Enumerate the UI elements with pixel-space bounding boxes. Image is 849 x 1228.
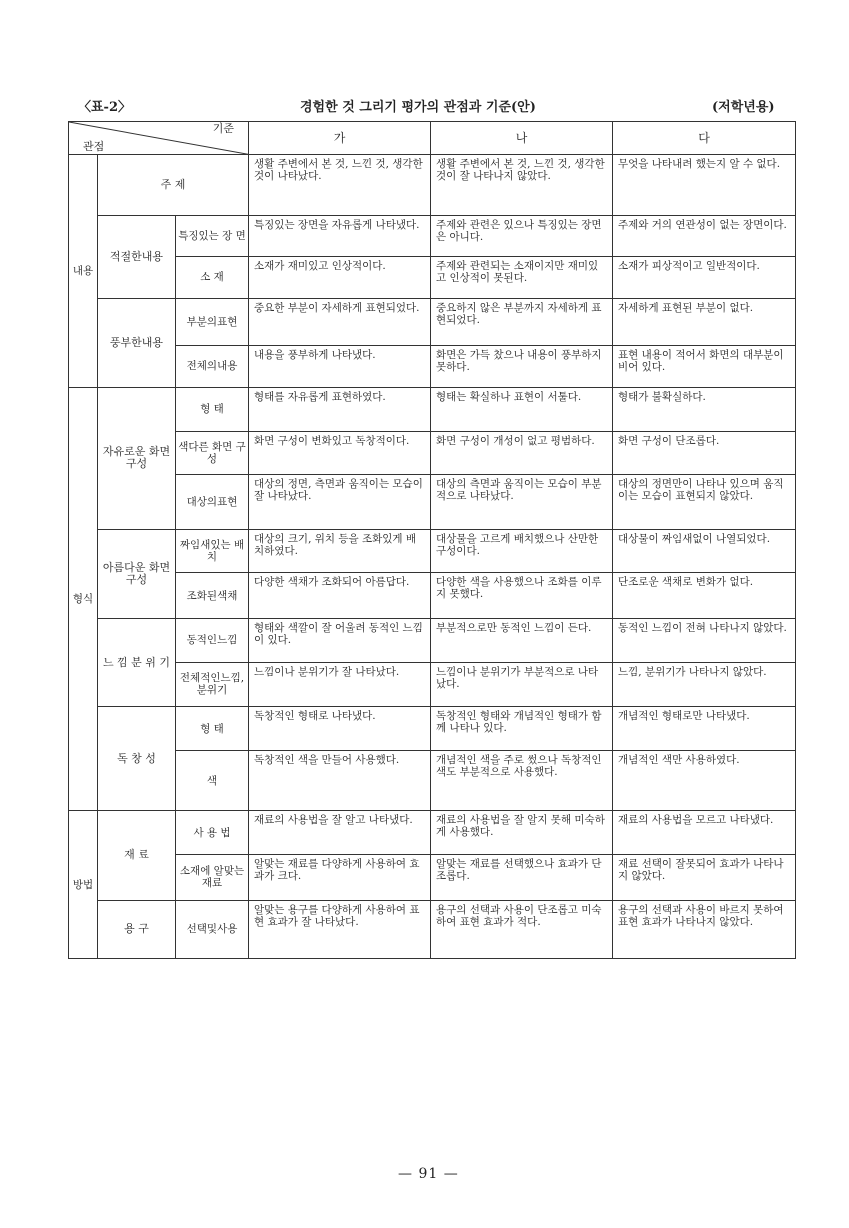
criteria-cell: 대상의 측면과 움직이는 모습이 부분적으로 나타났다. [431, 475, 613, 529]
table-row [69, 707, 796, 751]
criteria-cell: 개념적인 형태로만 나타냈다. [613, 707, 796, 751]
sub-criterion-label: 색 [176, 750, 249, 810]
table-row [69, 215, 796, 257]
criteria-cell: 재료 선택이 잘못되어 효과가 나타나지 않았다. [613, 854, 796, 900]
criteria-cell: 개념적인 색만 사용하였다. [613, 750, 796, 810]
sub-criterion-label: 전체적인느낌, 분위기 [176, 662, 249, 707]
criteria-cell: 느낌, 분위기가 나타나지 않았다. [613, 662, 796, 707]
group-label-form: 형식 [69, 388, 98, 811]
table-row [69, 529, 796, 573]
sub-criterion-label: 특징있는 장 면 [176, 215, 249, 257]
criteria-cell: 형태는 확실하나 표현이 서툴다. [431, 388, 613, 432]
sub-criterion-label: 소재에 알맞는 재료 [176, 854, 249, 900]
subgroup-label-free-composition: 자유로운 화면구성 [98, 388, 176, 529]
table-row [69, 900, 796, 958]
criteria-cell: 생활 주변에서 본 것, 느낀 것, 생각한 것이 나타났다. [249, 155, 431, 215]
criteria-cell: 자세하게 표현된 부분이 없다. [613, 298, 796, 345]
criteria-cell: 개념적인 색을 주로 썼으나 독창적인 색도 부분적으로 사용했다. [431, 750, 613, 810]
criteria-cell: 대상의 정면, 측면과 움직이는 모습이 잘 나타났다. [249, 475, 431, 529]
subgroup-label-beautiful-composition: 아름다운 화면구성 [98, 529, 176, 618]
table-row [69, 618, 796, 662]
table-row [69, 257, 796, 299]
sub-criterion-label: 형 태 [176, 707, 249, 751]
sub-criterion-label: 대상의표현 [176, 475, 249, 529]
sub-criterion-label: 짜임새있는 배 치 [176, 529, 249, 573]
criteria-cell: 소재가 피상적이고 일반적이다. [613, 257, 796, 299]
table-header-row [69, 122, 796, 155]
table-number: 〈표-2〉 [78, 100, 131, 115]
sub-criterion-label: 조화된색채 [176, 573, 249, 619]
subgroup-label-appropriate: 적절한내용 [98, 215, 176, 298]
sub-criterion-label: 형 태 [176, 388, 249, 432]
page-title: 경험한 것 그리기 평가의 관점과 기준(안) [300, 100, 536, 115]
sub-criterion-label: 소 재 [176, 257, 249, 299]
subgroup-label-theme: 주 제 [98, 155, 249, 215]
criteria-cell: 형태를 자유롭게 표현하였다. [249, 388, 431, 432]
criteria-cell: 무엇을 나타내려 했는지 알 수 없다. [613, 155, 796, 215]
table-row [69, 475, 796, 529]
table-row [69, 298, 796, 345]
criteria-cell: 용구의 선택과 사용이 바르지 못하여 표현 효과가 나타나지 않았다. [613, 900, 796, 958]
criteria-cell: 생활 주변에서 본 것, 느낀 것, 생각한 것이 잘 나타나지 않았다. [431, 155, 613, 215]
table-row [69, 662, 796, 707]
criteria-cell: 주제와 관련되는 소재이지만 재미있고 인상적이 못된다. [431, 257, 613, 299]
criteria-cell: 대상의 크기, 위치 등을 조화있게 배치하였다. [249, 529, 431, 573]
subgroup-label-material: 재 료 [98, 811, 176, 900]
subgroup-label-tool: 용 구 [98, 900, 176, 958]
criteria-cell: 중요한 부분이 자세하게 표현되었다. [249, 298, 431, 345]
criteria-cell: 단조로운 색채로 변화가 없다. [613, 573, 796, 619]
criteria-cell: 표현 내용이 적어서 화면의 대부분이 비어 있다. [613, 345, 796, 388]
sub-criterion-label: 전체의내용 [176, 345, 249, 388]
sub-criterion-label: 색다른 화면 구성 [176, 431, 249, 475]
criteria-cell: 소재가 재미있고 인상적이다. [249, 257, 431, 299]
criteria-cell: 주제와 관련은 있으나 특징있는 장면은 아니다. [431, 215, 613, 257]
column-header-c: 다 [613, 122, 796, 155]
criteria-cell: 동적인 느낌이 전혀 나타나지 않았다. [613, 618, 796, 662]
criteria-cell: 독창적인 형태로 나타냈다. [249, 707, 431, 751]
criteria-cell: 알맞는 재료를 다양하게 사용하여 효과가 크다. [249, 854, 431, 900]
criteria-cell: 형태와 색깔이 잘 어울려 동적인 느낌이 있다. [249, 618, 431, 662]
sub-criterion-label: 사 용 법 [176, 811, 249, 855]
criteria-cell: 화면 구성이 단조롭다. [613, 431, 796, 475]
criteria-cell: 대상물이 짜임새없이 나열되었다. [613, 529, 796, 573]
grade-level-label: (저학년용) [712, 100, 775, 115]
criteria-cell: 재료의 사용법을 모르고 나타냈다. [613, 811, 796, 855]
criteria-cell: 다양한 색을 사용했으나 조화를 이루지 못했다. [431, 573, 613, 619]
criteria-cell: 화면 구성이 변화있고 독창적이다. [249, 431, 431, 475]
header-corner-cell [69, 122, 249, 155]
criteria-cell: 화면은 가득 찼으나 내용이 풍부하지 못하다. [431, 345, 613, 388]
subgroup-label-creativity: 독 창 성 [98, 707, 176, 811]
table-row [69, 750, 796, 810]
table-row [69, 431, 796, 475]
criteria-cell: 중요하지 않은 부분까지 자세하게 표현되었다. [431, 298, 613, 345]
criteria-cell: 내용을 풍부하게 나타냈다. [249, 345, 431, 388]
criteria-cell: 대상의 정면만이 나타나 있으며 움직이는 모습이 표현되지 않았다. [613, 475, 796, 529]
corner-label-viewpoint: 관점 [83, 140, 105, 154]
table-row [69, 155, 796, 215]
criteria-cell: 독창적인 색을 만들어 사용했다. [249, 750, 431, 810]
criteria-cell: 용구의 선택과 사용이 단조롭고 미숙하여 표현 효과가 적다. [431, 900, 613, 958]
criteria-cell: 재료의 사용법을 잘 알고 나타냈다. [249, 811, 431, 855]
evaluation-criteria-table [68, 121, 796, 959]
subgroup-label-feeling: 느 낌 분 위 기 [98, 618, 176, 706]
subgroup-label-rich: 풍부한내용 [98, 298, 176, 387]
page-number: — 91 — [398, 1166, 459, 1182]
criteria-cell: 재료의 사용법을 잘 알지 못해 미숙하게 사용했다. [431, 811, 613, 855]
sub-criterion-label: 동적인느낌 [176, 618, 249, 662]
criteria-cell: 화면 구성이 개성이 없고 평범하다. [431, 431, 613, 475]
group-label-method: 방법 [69, 811, 98, 959]
criteria-cell: 알맞는 용구를 다양하게 사용하여 표현 효과가 잘 나타났다. [249, 900, 431, 958]
criteria-cell: 다양한 색채가 조화되어 아름답다. [249, 573, 431, 619]
criteria-cell: 대상물을 고르게 배치했으나 산만한 구성이다. [431, 529, 613, 573]
column-header-b: 나 [431, 122, 613, 155]
sub-criterion-label: 부분의표현 [176, 298, 249, 345]
criteria-cell: 알맞는 재료를 선택했으나 효과가 단조롭다. [431, 854, 613, 900]
corner-label-criteria: 기준 [212, 122, 235, 135]
sub-criterion-label: 선택및사용 [176, 900, 249, 958]
table-row [69, 573, 796, 619]
table-row [69, 854, 796, 900]
table-row [69, 345, 796, 388]
criteria-cell: 부분적으로만 동적인 느낌이 든다. [431, 618, 613, 662]
criteria-cell: 주제와 거의 연관성이 없는 장면이다. [613, 215, 796, 257]
criteria-cell: 느낌이나 분위기가 부분적으로 나타났다. [431, 662, 613, 707]
group-label-content: 내용 [69, 155, 98, 388]
criteria-cell: 독창적인 형태와 개념적인 형태가 함께 나타나 있다. [431, 707, 613, 751]
column-header-a: 가 [249, 122, 431, 155]
criteria-cell: 특징있는 장면을 자유롭게 나타냈다. [249, 215, 431, 257]
table-row [69, 388, 796, 432]
criteria-cell: 형태가 불확실하다. [613, 388, 796, 432]
table-row [69, 811, 796, 855]
criteria-cell: 느낌이나 분위기가 잘 나타났다. [249, 662, 431, 707]
